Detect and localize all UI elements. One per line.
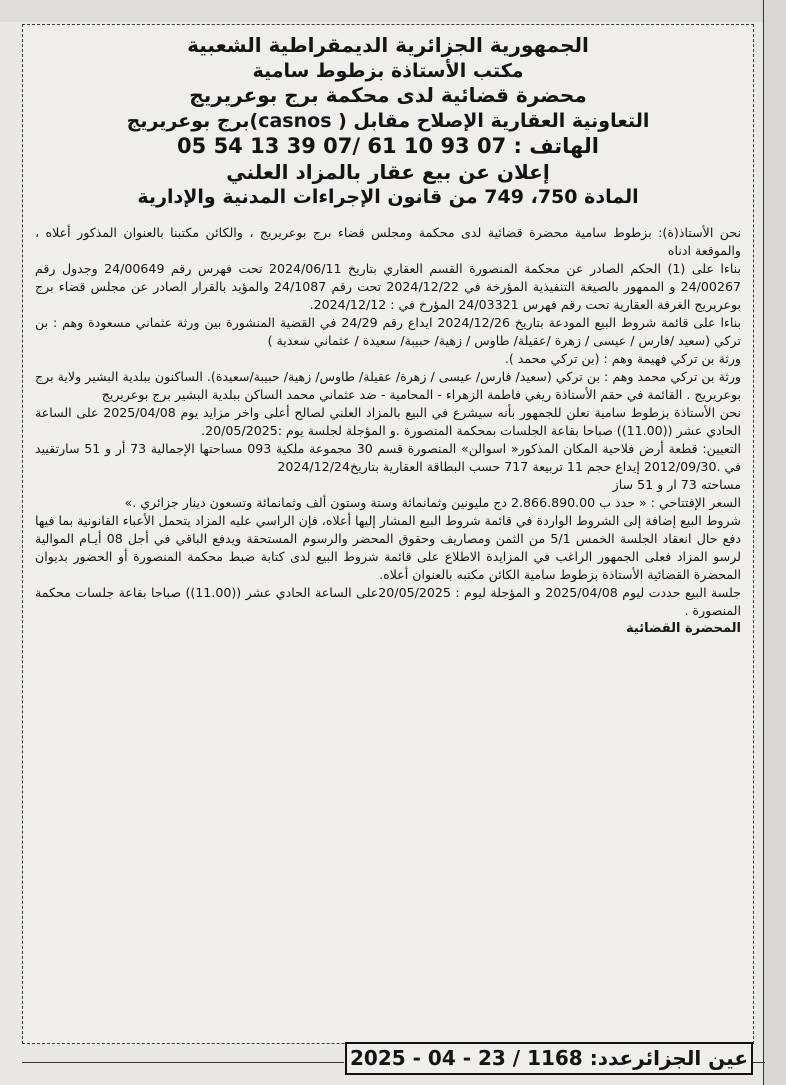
- paragraph-heirs-mohamed: ورثة بن تركي محمد وهم : بن تركي (سعيد/ فارس/ عيسى / زهرة/ عقيلة/ طاوس/ زهية/ حبيبة/سعيدة). الساكنون ببلدية البشير ولاية برج بوعريريج . القائمة في حقم الأستاذة ريغي فاطمة الزهراء - المحامية - ضد عثماني محمد الساكن ببلدية البشير برج بوعريريج: [35, 368, 741, 402]
- paragraph-heirs-fahima: ورثة بن تركي فهيمة وهم : (بن تركي محمد ).: [504, 350, 741, 366]
- notice-title: إعلان عن بيع عقار بالمزاد العلني: [226, 159, 550, 184]
- phone-numbers: 05 54 13 39 07/ 61 10 93 07: [177, 133, 507, 158]
- phone-label: الهاتف :: [513, 133, 599, 158]
- paragraph-intro: نحن الأستاذ(ة): بزطوط سامية محضرة قضائية لدى محكمة ومجلس قضاء برج بوعريريج ، والكائن مكتبنا بالعنوان المذكور أعلاه ، والموقعة ادناه: [35, 224, 741, 258]
- phone-heading: [35, 133, 741, 160]
- paragraph-designation: التعيين: قطعة أرض فلاحية المكان المذكور« اسوالن» المنصورة قسم 30 مجموعة ملكية 093 مساحتها الإجمالية 73 أر و 51 سارتقييد في .2012/09/30 إيداع حجم 11 تربيعة 717 حسب البطاقة العقارية بتاريخ2024/12/24: [35, 440, 742, 474]
- law-reference: المادة 750، 749 من قانون الإجراءات المدنية والإدارية: [137, 186, 639, 209]
- paragraph-sale-conditions: شروط البيع إضافة إلى الشروط الواردة في قائمة شروط البيع المشار إليها أعلاه، فإن الراسي عليه المزاد يتحمل الأعباء القانونية بما فيها دفع حال انعقاد الجلسة الخمس 5/1 من الثمن ومصاريف وحقوق المحضر والرسوم المستحقة ويدفع الباقي في أجل 08 أيـام الموالية لرسو المزاد فعلى الجمهور الراغب في المزايدة الاطلاع على قائمة شروط البيع لدى كتابة ضبط محكمة المنصورة أو الحضور بديوان المحضرة القضائية الأستاذة بزطوط سامية الكائن مكتبه بالعنوان أعلاه.: [35, 512, 741, 582]
- address-heading: التعاونية العقارية الإصلاح مقابل ( casnos)برج بوعريريج: [126, 109, 650, 132]
- notice-body: [35, 224, 741, 639]
- top-page-strip: [0, 0, 786, 22]
- newspaper-issue-footer: عين الجزائرعدد: 1168 / 23 - 04 - 2025: [345, 1042, 753, 1075]
- paragraph-judgment: بناءا على (1) الحكم الصادر عن محكمة المنصورة القسم العقاري بتاريخ 2024/06/11 تحت فهرس رقم 24/00649 وجدول رقم 24/00267 و الممهور بالصيغة التنفيذية المؤرخة في 2024/12/22 تحت رقم 24/1087 والمؤيد بالقرار الصادر عن مجلس قضاء برج بوعريريج الغرفة العقارية تحت رقم فهرس 24/03321 المؤرخ في : 2024/12/12.: [35, 260, 741, 312]
- republic-heading: الجمهورية الجزائرية الديمقراطية الشعبية: [187, 33, 589, 57]
- legal-notice: [22, 24, 754, 1044]
- footer-rule-left: [22, 1062, 344, 1063]
- signature: المحضرة القضائية: [626, 620, 741, 636]
- office-heading: مكتب الأستاذة بزطوط سامية: [252, 59, 524, 82]
- paragraph-sale-announcement: نحن الأستاذة بزطوط سامية نعلن للجمهور بأنه سيشرع في البيع بالمزاد العلني لصالح أعلى واخر مزايد يوم 2025/04/08 على الساعة الحادي عشر ((11.00)) صباحا بقاعة الجلسات بمحكمة المنصورة .و المؤجلة لجلسة يوم :20/05/2025.: [35, 404, 741, 438]
- footer-rule-right: [753, 1062, 765, 1063]
- paragraph-session-date: جلسة البيع حددت ليوم 2025/04/08 و المؤجلة ليوم : 20/05/2025على الساعة الحادي عشر ((11.00)) صباحا بقاعة جلسات محكمة المنصورة .: [35, 584, 741, 618]
- adjacent-column-edge: [763, 0, 786, 1085]
- paragraph-opening-price: السعر الإفتتاحي : « حدد ب 2.866.890.00 دج مليونين وثمانمائة وستة وستون ألف وثمانمائة وتسعون دينار جزائري .»: [124, 494, 741, 510]
- paragraph-conditions-list: بناءا على قائمة شروط البيع المودعة بتاريخ 2024/12/26 ايداع رقم 24/29 في القضية المنشورة بين ورثة عثماني مسعودة وهم : بن تركي (سعيد /فارس / عيسى / زهرة /عقيلة/ طاوس / زهية/ حبيبة/ سعيدة / عثماني سعدية ): [35, 314, 742, 348]
- bailiff-heading: محضرة قضائية لدى محكمة برج بوعريريج: [189, 82, 587, 107]
- paragraph-area: مساحته 73 ار و 51 ساز: [612, 476, 741, 492]
